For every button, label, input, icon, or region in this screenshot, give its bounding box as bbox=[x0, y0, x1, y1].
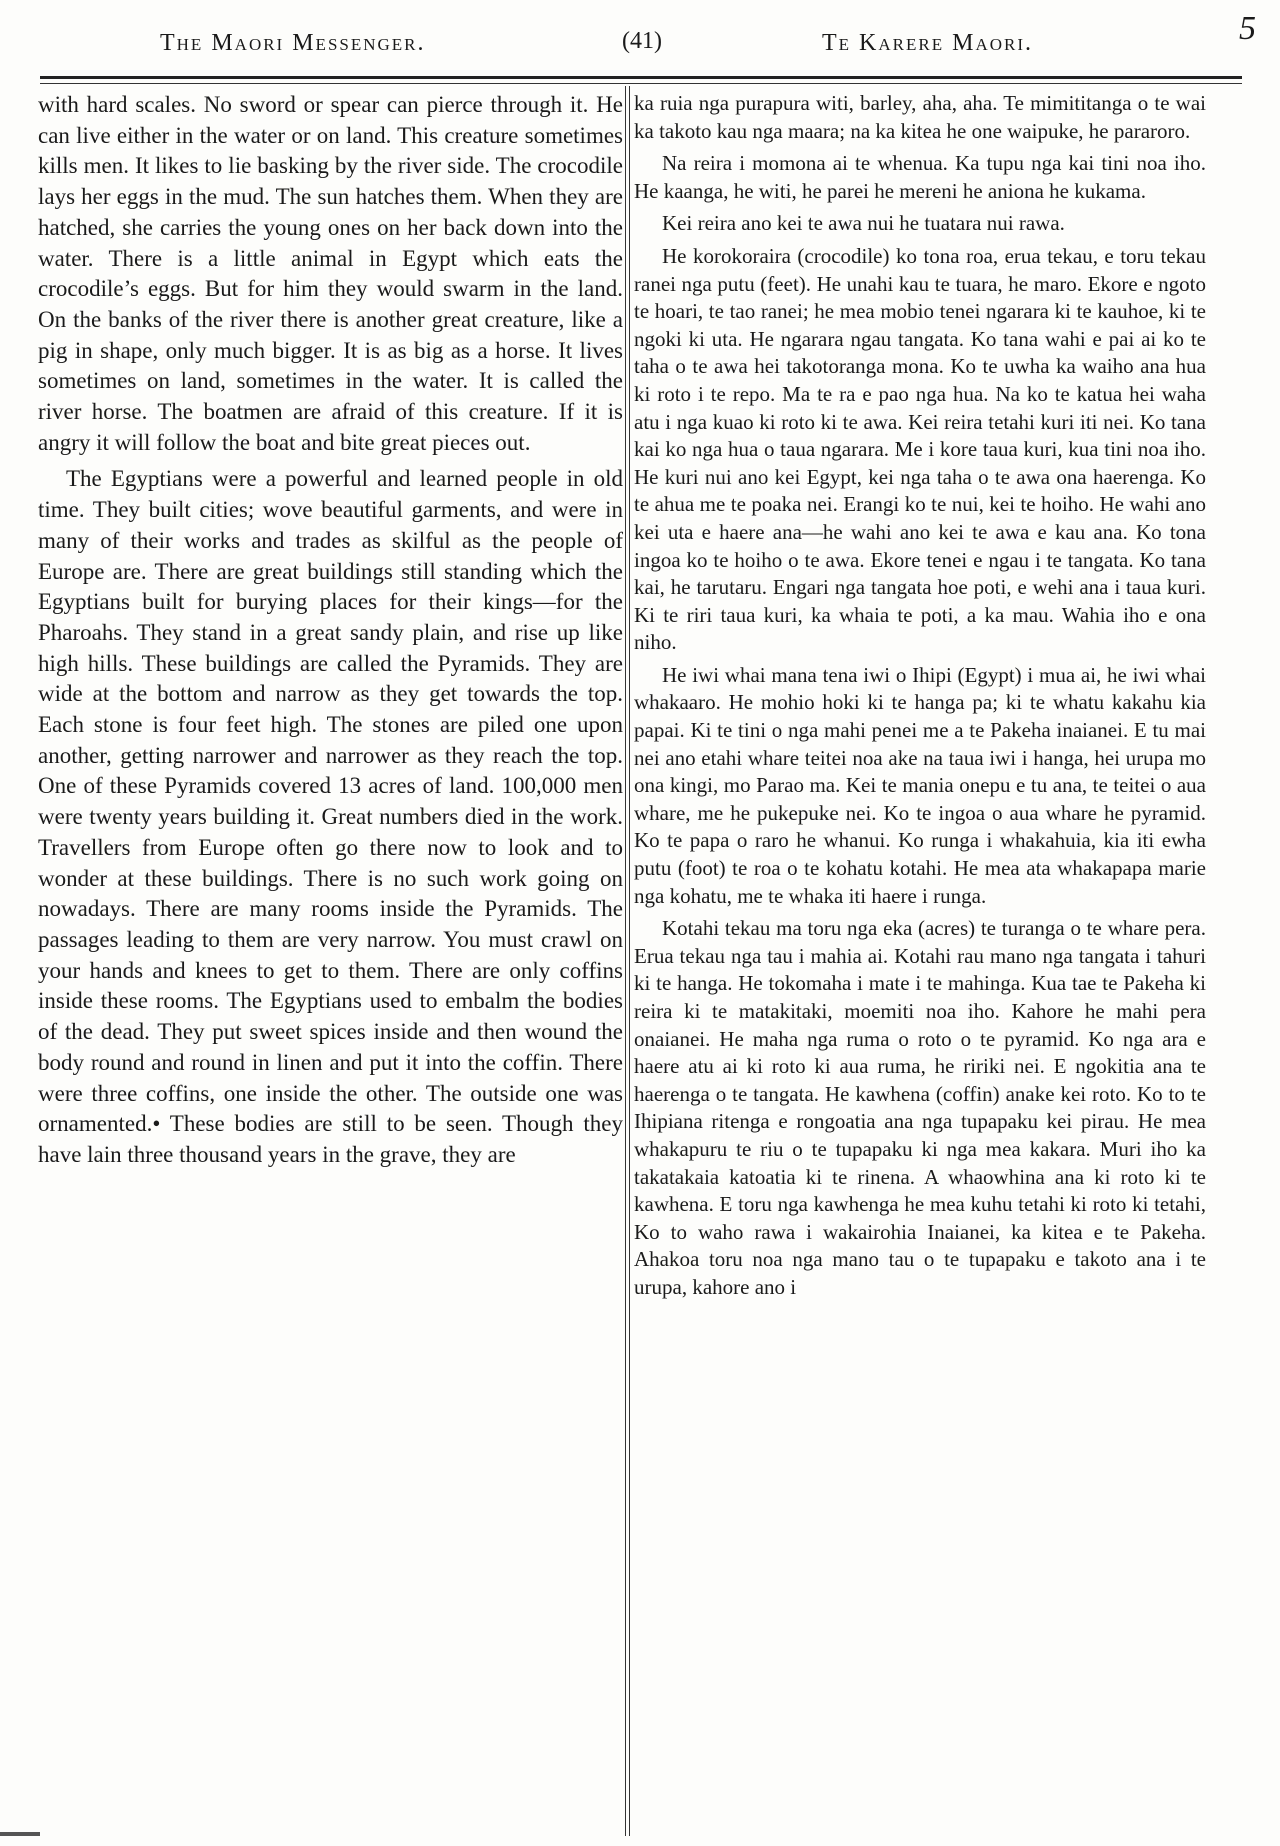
header-rule-thick bbox=[40, 76, 1242, 79]
english-paragraph: The Egyptians were a powerful and learned people in old time. They built cities; wove beautiful garments, and were in many of their works and trades as skilful as the people of Europe are. There are great buildings still standing which the Egyptians built for burying places for their kings—for the Pharoahs. They stand in a great sandy plain, and rise up like high hills. These buildings are called the Pyramids. They are wide at the bottom and narrow as they get towards the top. Each stone is four feet high. The stones are piled one upon another, getting narrower and narrower as they reach the top. One of these Pyramids covered 13 acres of land. 100,000 men were twenty years building it. Great numbers died in the work. Travellers from Europe often go there now to look and to wonder at these buildings. There is no such work going on nowadays. There are many rooms inside the Pyramids. The passages leading to them are very narrow. You must crawl on your hands and knees to get to them. There are only coffins inside these rooms. The Egyptians used to embalm the bodies of the dead. They put sweet spices inside and then wound the body round and round in linen and put it into the coffin. There were three coffins, one inside the other. The outside one was ornamented.• These bodies are still to be seen. Though they have lain three thousand years in the grave, they are bbox=[38, 466, 623, 1167]
header-maori-title: Te Karere Maori. bbox=[822, 30, 1033, 56]
page-number: (41) bbox=[622, 28, 662, 54]
maori-paragraph: Kei reira ano kei te awa nui he tuatara nui rawa. bbox=[662, 211, 1065, 236]
maori-paragraph: Kotahi tekau ma toru nga eka (acres) te turanga o te whare pera. Erua tekau nga tau i mahia ai. Kotahi rau mano nga tangata i tahuri ki te hanga. He tokomaha i mate i te mahinga. Kua tae te Pakeha ki reira ki te matakitaki, moemiti noa iho. Kahore he mahi pera onaianei. He maha nga ruma o roto o te pyramid. Ko nga ara e haere atu ai ki roto ki aua ruma, he ririki nei. E ngokitia ana te haerenga o te tangata. He kawhena (coffin) anake kei roto. Ko to te Ihipiana ritenga e rongoatia ana nga tupapaku kei pirau. He mea whakapuru te riu o te tupapaku ki nga mea kakara. Muri iho ka takatakaia katoatia ki te rinena. A whaowhina ana ki roto ki te kawhena. E toru nga kawhenga he mea kuhu tetahi ki roto ki tetahi, Ko to waho rawa i wakairohia Inaianei, ka kitea e te Pakeha. Ahakoa toru noa nga mano tau o te tupapaku e takoto ana i te urupa, kahore ano i bbox=[634, 916, 1206, 1299]
maori-column bbox=[634, 90, 1206, 1302]
english-column bbox=[38, 90, 623, 1171]
maori-paragraph: Na reira i momona ai te whenua. Ka tupu nga kai tini noa iho. He kaanga, he witi, he parei he mereni he aniona he kukama. bbox=[634, 151, 1206, 203]
english-paragraph: with hard scales. No sword or spear can pierce through it. He can live either in the water or on land. This creature sometimes kills men. It likes to lie basking by the river side. The crocodile lays her eggs in the mud. The sun hatches them. When they are hatched, she carries the young ones on her back down into the water. There is a little animal in Egypt which eats the crocodile’s eggs. But for him they would swarm in the land. On the banks of the river there is another great creature, like a pig in shape, only much bigger. It is as big as a horse. It lives sometimes on land, sometimes in the water. It is called the river horse. The boatmen are afraid of this creature. If it is angry it will follow the boat and bite great pieces out. bbox=[38, 92, 623, 455]
header-english-title: The Maori Messenger. bbox=[160, 30, 426, 56]
scan-edge-mark bbox=[0, 1832, 40, 1836]
running-head bbox=[40, 10, 1258, 64]
handwritten-folio-mark: 5 bbox=[1239, 10, 1258, 47]
header-rule-thin bbox=[40, 83, 1242, 84]
column-divider-inner bbox=[629, 86, 630, 1836]
maori-paragraph: ka ruia nga purapura witi, barley, aha, aha. Te mimititanga o te wai ka takoto kau nga maara; na ka kitea he one waipuke, he pararoro. bbox=[634, 91, 1206, 143]
column-divider bbox=[625, 86, 626, 1836]
maori-paragraph: He korokoraira (crocodile) ko tona roa, erua tekau, e toru tekau ranei nga putu (feet). He unahi kau te tuara, he maro. Ekore e ngoto te hoari, te tao ranei; he mea mobio tenei ngarara ki te kauhoe, ki te ngoki ki uta. He ngarara ngau tangata. Ko tana wahi e pai ai ko te taha o te awa hei takotoranga mona. Ko te uwha ka waiho ana hua ki roto i te repo. Ma te ra e pao nga hua. Na ko te katua hei waha atu i nga kuao ki roto ki te awa. Kei reira tetahi kuri iti nei. Ko tana kai ko nga hua o taua ngarara. Me i kore taua kuri, kua tini noa iho. He kuri nui ano kei Egypt, kei nga taha o te awa ona haerenga. Ko te ahua me te poaka nei. Erangi ko te nui, kei te hoiho. He wahi ano kei uta e haere ana—he wahi ano kei te awa e kau ana. Ko tona ingoa ko te hoiho o te awa. Ekore tenei e ngau i te tangata. Ko tana kai, he tarutaru. Engari nga tangata hoe poti, e wehi ana i taua kuri. Ki te riri taua kuri, ka whaia te poti, a ka mau. Wahia iho e ona niho. bbox=[634, 243, 1206, 655]
maori-paragraph: He iwi whai mana tena iwi o Ihipi (Egypt) i mua ai, he iwi whai whakaaro. He mohio hoki ki te hanga pa; ki te whatu kakahu kia papai. Ki te tini o nga mahi penei me a te Pakeha inaianei. E tu mai nei ano etahi whare teitei noa ake na taua iwi i hanga, hei urupa mo ona kingi, mo Parao ma. Kei te mania onepu e tu ana, te teitei o aua whare, me he pukepuke nei. Ko te ingoa o aua whare he pyramid. Ko te papa o raro he whanui. Ko runga i whakahuia, kia iti ewha putu (foot) te roa o te kohatu kotahi. He mea ata whakapapa marie nga kohatu, me te whaka iti haere i runga. bbox=[634, 662, 1206, 908]
